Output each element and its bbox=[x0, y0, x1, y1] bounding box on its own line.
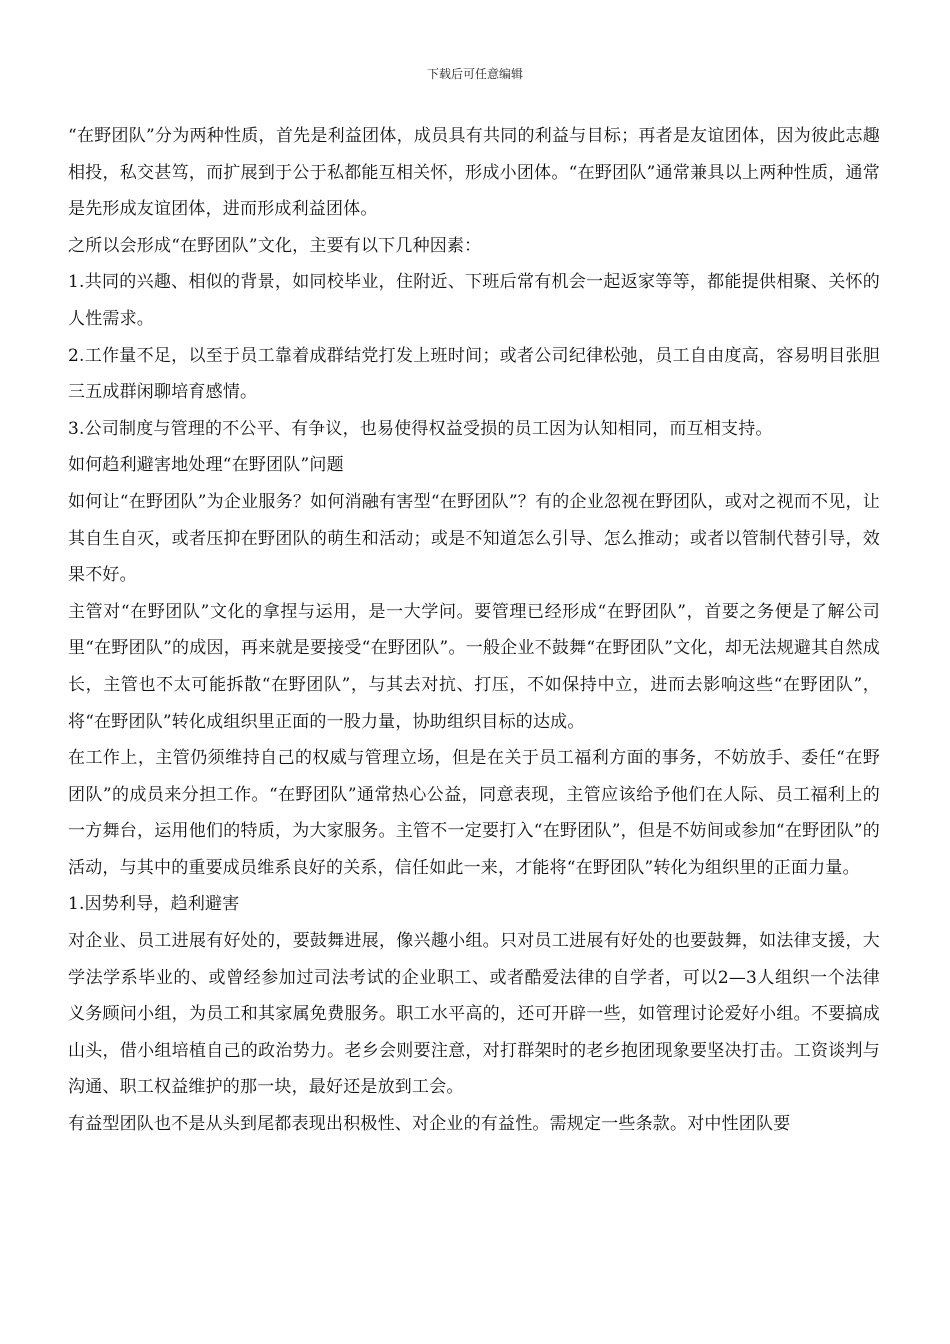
paragraph-factors-lead: 之所以会形成“在野团队”文化，主要有以下几种因素： bbox=[68, 235, 482, 256]
list-item-factor-2: 2.工作量不足，以至于员工靠着成群结党打发上班时间；或者公司纪律松弛，员工自由度高，容易明目张胆三五成群闲聊培育感情。 bbox=[68, 345, 880, 403]
paragraph-manager-approach: 主管对“在野团队”文化的拿捏与运用，是一大学问。要管理已经形成“在野团队”，首要之务便是了解公司里“在野团队”的成因，再来就是要接受“在野团队”。一般企业不鼓舞“在野团队”文化，却无法规避其自然成长，主管也不太可能拆散“在野团队”，与其去对抗、打压，不如保持中立，进而去影响这些“在野团队”，将“在野团队”转化成组织里正面的一股力量，协助组织目标的达成。 bbox=[68, 601, 880, 732]
subheading-guidance: 1.因势利导，趋利避害 bbox=[68, 894, 240, 915]
paragraph-beneficial-teams: 有益型团队也不是从头到尾都表现出积极性、对企业的有益性。需规定一些条款。对中性团队要 bbox=[68, 1114, 791, 1135]
document-body bbox=[68, 118, 880, 1143]
list-item-factor-1: 1.共同的兴趣、相似的背景，如同校毕业，住附近、下班后常有机会一起返家等等，都能提供相聚、关怀的人性需求。 bbox=[68, 272, 880, 329]
paragraph-intro: “在野团队”分为两种性质，首先是利益团体，成员具有共同的利益与目标；再者是友谊团体，因为彼此志趣相投，私交甚笃，而扩展到于公于私都能互相关怀，形成小团体。“在野团队”通常兼具以上两种性质，通常是先形成友谊团体，进而形成利益团体。 bbox=[68, 126, 880, 220]
section-heading-handling: 如何趋利避害地处理“在野团队”问题 bbox=[68, 455, 344, 476]
list-item-factor-3: 3.公司制度与管理的不公平、有争议，也易使得权益受损的员工因为认知相同，而互相支持。 bbox=[68, 418, 773, 439]
paragraph-work-delegation: 在工作上，主管仍须维持自己的权威与管理立场，但是在关于员工福利方面的事务，不妨放手、委任“在野团队”的成员来分担工作。“在野团队”通常热心公益，同意表现，主管应该给予他们在人际、员工福利上的一方舞台，运用他们的特质，为大家服务。主管不一定要打入“在野团队”，但是不妨间或参加“在野团队”的活动，与其中的重要成员维系良好的关系，信任如此一来，才能将“在野团队”转化为组织里的正面力量。 bbox=[68, 748, 880, 878]
paragraph-guidance-detail: 对企业、员工进展有好处的，要鼓舞进展，像兴趣小组。只对员工进展有好处的也要鼓舞，如法律支援，大学法学系毕业的、或曾经参加过司法考试的企业职工、或者酷爱法律的自学者，可以2—3人组织一个法律义务顾问小组，为员工和其家属免费服务。职工水平高的，还可开辟一些，如管理讨论爱好小组。不要搞成山头，借小组培植自己的政治势力。老乡会则要注意，对打群架时的老乡抱团现象要坚决打击。工资谈判与沟通、职工权益维护的那一块，最好还是放到工会。 bbox=[68, 931, 880, 1098]
paragraph-questions: 如何让“在野团队”为企业服务？如何消融有害型“在野团队”？有的企业忽视在野团队，或对之视而不见，让其自生自灭，或者压抑在野团队的萌生和活动；或是不知道怎么引导、怎么推动；或者以管制代替引导，效果不好。 bbox=[68, 491, 880, 586]
page-header: 下载后可任意编辑 bbox=[426, 67, 523, 81]
